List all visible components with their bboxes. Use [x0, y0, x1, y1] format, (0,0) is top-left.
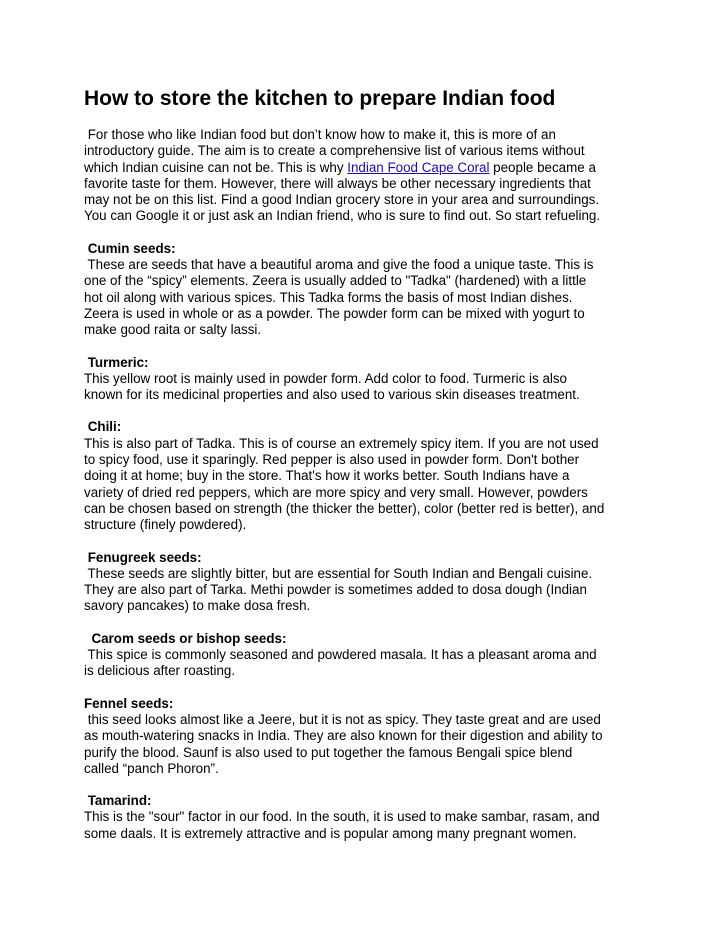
section-line: Zeera is used in whole or as a powder. The powder form can be mixed with yogurt to — [84, 305, 585, 321]
intro-line: may not be on this list. Find a good Indian grocery store in your area and surroundings. — [84, 192, 600, 208]
document-title: How to store the kitchen to prepare Indian food — [84, 87, 556, 110]
section-line: This is the "sour" factor in our food. In the south, it is used to make sambar, rasam, and — [84, 809, 600, 825]
section-line: doing it at home; buy in the store. That's how it works better. South Indians have a — [84, 468, 570, 484]
section-line: some daals. It is extremely attractive and is popular among many pregnant women. — [84, 825, 577, 841]
section-line: This spice is commonly seasoned and powdered masala. It has a pleasant aroma and — [84, 647, 597, 663]
section-line: These seeds are slightly bitter, but are essential for South Indian and Bengali cuisine. — [84, 565, 593, 581]
section-line: known for its medicinal properties and also used to various skin diseases treatment. — [84, 387, 580, 403]
indian-food-cape-coral-link[interactable]: Indian Food Cape Coral — [347, 159, 490, 175]
section-line: called “panch Phoron”. — [84, 760, 219, 776]
document-page — [84, 86, 640, 842]
intro-line: You can Google it or just ask an Indian friend, who is sure to find out. So start refueling. — [84, 208, 601, 224]
section-line: is delicious after roasting. — [84, 663, 236, 679]
intro-line: For those who like Indian food but don’t know how to make it, this is more of an — [84, 127, 556, 142]
section-line: This yellow root is mainly used in powder form. Add color to food. Turmeric is also — [84, 370, 568, 386]
sections-container — [84, 241, 640, 842]
section-line: savory pancakes) to make dosa fresh. — [84, 598, 311, 614]
section-heading: Cumin seeds: — [84, 240, 176, 256]
section-heading: Carom seeds or bishop seeds: — [84, 630, 287, 646]
section-line: to spicy food, use it sparingly. Red pepper is also used in powder form. Don't bother — [84, 452, 580, 468]
section-line: this seed looks almost like a Jeere, but it is not as spicy. They taste great and are used — [84, 711, 601, 727]
intro-line: introductory guide. The aim is to create a comprehensive list of various items without — [84, 143, 585, 159]
section — [84, 419, 640, 533]
section-line: variety of dried red peppers, which are more spicy and very small. However, powders — [84, 484, 588, 500]
section — [84, 241, 640, 339]
intro-line: favorite taste for them. However, there will always be other necessary ingredients that — [84, 175, 591, 191]
section-line: purify the blood. Saunf is also used to put together the famous Bengali spice blend — [84, 744, 573, 760]
section — [84, 631, 640, 680]
section-heading: Tamarind: — [84, 793, 152, 809]
section-line: This is also part of Tadka. This is of course an extremely spicy item. If you are not used — [84, 435, 599, 451]
section-heading: Chili: — [84, 419, 122, 435]
section-heading: Fenugreek seeds: — [84, 549, 202, 565]
intro-line — [84, 160, 640, 176]
section-line: hot oil along with various spices. This Tadka forms the basis of most Indian dishes. — [84, 289, 573, 305]
section — [84, 550, 640, 615]
section-line: can be chosen based on strength (the thicker the better), color (better red is better), and — [84, 500, 605, 516]
section — [84, 355, 640, 404]
section-line: as mouth-watering snacks in India. They are also known for their digestion and ability to — [84, 728, 603, 744]
section-heading: Fennel seeds: — [84, 695, 174, 711]
section — [84, 793, 640, 842]
intro-paragraph — [84, 127, 640, 225]
intro-text: which Indian cuisine can not be. This is why — [84, 159, 348, 175]
section-line: structure (finely powdered). — [84, 517, 247, 533]
section-heading: Turmeric: — [84, 354, 149, 370]
section-line: make good raita or salty lassi. — [84, 322, 262, 338]
intro-text: people became a — [489, 159, 596, 175]
section-line: These are seeds that have a beautiful aroma and give the food a unique taste. This is — [84, 257, 594, 273]
section-line: one of the “spicy” elements. Zeera is usually added to "Tadka" (hardened) with a little — [84, 273, 587, 289]
section-line: They are also part of Tarka. Methi powder is sometimes added to dosa dough (Indian — [84, 582, 587, 598]
section — [84, 696, 640, 777]
